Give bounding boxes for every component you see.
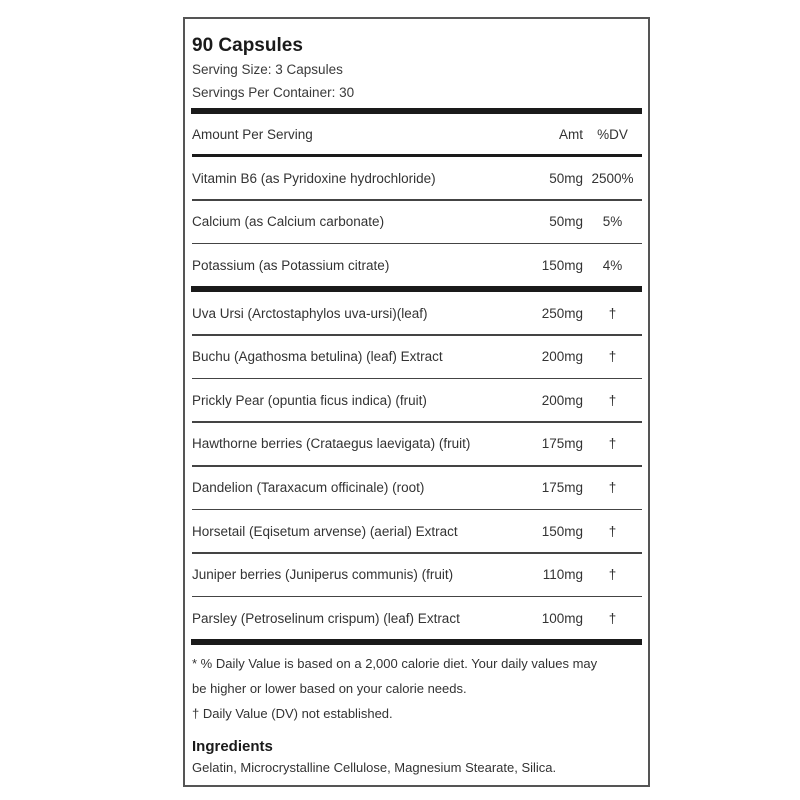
ingredient-name: Vitamin B6 (as Pyridoxine hydrochloride) bbox=[192, 170, 436, 186]
thick-divider bbox=[191, 639, 642, 645]
ingredient-name: Horsetail (Eqisetum arvense) (aerial) Extract bbox=[192, 523, 458, 539]
ingredient-dv: † bbox=[608, 392, 617, 408]
ingredient-name: Hawthorne berries (Crataegus laevigata) (fruit) bbox=[192, 436, 471, 452]
table-row bbox=[192, 597, 642, 639]
ingredient-dv: 4% bbox=[602, 257, 623, 273]
table-row bbox=[192, 423, 642, 465]
ingredient-amount: 50mg bbox=[549, 170, 583, 186]
header-dv: %DV bbox=[597, 126, 628, 142]
label-content bbox=[192, 33, 642, 778]
ingredient-name: Uva Ursi (Arctostaphylos uva-ursi)(leaf) bbox=[192, 305, 428, 321]
ingredient-amount: 150mg bbox=[541, 523, 583, 539]
ingredient-dv: 5% bbox=[602, 214, 623, 230]
ingredient-amount: 150mg bbox=[541, 257, 583, 273]
table-row bbox=[192, 336, 642, 378]
ingredient-dv: † bbox=[608, 610, 617, 626]
ingredient-amount: 50mg bbox=[549, 214, 583, 230]
ingredient-name: Dandelion (Taraxacum officinale) (root) bbox=[192, 480, 425, 496]
table-row bbox=[192, 244, 642, 286]
ingredient-amount: 200mg bbox=[541, 392, 583, 408]
ingredients-list: Gelatin, Microcrystalline Cellulose, Magnesium Stearate, Silica. bbox=[192, 760, 557, 776]
ingredient-name: Buchu (Agathosma betulina) (leaf) Extract bbox=[192, 349, 443, 365]
ingredient-dv: † bbox=[608, 567, 617, 583]
ingredients-heading: Ingredients bbox=[192, 738, 273, 756]
serving-size: Serving Size: 3 Capsules bbox=[192, 62, 343, 77]
ingredient-name: Prickly Pear (opuntia ficus indica) (fruit) bbox=[192, 392, 427, 408]
ingredient-name: Parsley (Petroselinum crispum) (leaf) Extract bbox=[192, 610, 460, 626]
header-amount-per-serving: Amount Per Serving bbox=[192, 126, 313, 142]
ingredient-dv: † bbox=[608, 349, 617, 365]
product-title: 90 Capsules bbox=[192, 35, 303, 56]
table-row bbox=[192, 554, 642, 596]
supplement-facts-panel bbox=[183, 17, 650, 787]
ingredient-amount: 250mg bbox=[541, 305, 583, 321]
servings-per-container: Servings Per Container: 30 bbox=[192, 85, 355, 100]
table-row bbox=[192, 201, 642, 243]
table-row bbox=[192, 467, 642, 509]
ingredient-amount: 175mg bbox=[541, 436, 583, 452]
ingredient-amount: 175mg bbox=[541, 480, 583, 496]
table-header bbox=[192, 114, 642, 154]
ingredient-dv: † bbox=[608, 305, 617, 321]
footnote-calorie-needs: be higher or lower based on your calorie needs. bbox=[192, 681, 467, 697]
ingredient-dv: † bbox=[608, 523, 617, 539]
ingredient-name: Calcium (as Calcium carbonate) bbox=[192, 214, 385, 230]
footnote-dv-not-established: † Daily Value (DV) not established. bbox=[192, 706, 393, 722]
ingredient-amount: 100mg bbox=[541, 610, 583, 626]
ingredient-name: Potassium (as Potassium citrate) bbox=[192, 257, 390, 273]
header-amt: Amt bbox=[558, 126, 583, 142]
ingredient-dv: 2500% bbox=[591, 170, 634, 186]
ingredient-dv: † bbox=[608, 480, 617, 496]
ingredient-amount: 110mg bbox=[542, 567, 583, 583]
ingredient-name: Juniper berries (Juniperus communis) (fruit) bbox=[192, 567, 454, 583]
table-row bbox=[192, 379, 642, 421]
table-row bbox=[192, 510, 642, 552]
ingredient-amount: 200mg bbox=[541, 349, 583, 365]
table-row bbox=[192, 292, 642, 334]
footnote-daily-value: * % Daily Value is based on a 2,000 calorie diet. Your daily values may bbox=[192, 656, 598, 672]
table-row bbox=[192, 157, 642, 199]
ingredient-dv: † bbox=[608, 436, 617, 452]
footnotes bbox=[192, 651, 642, 726]
